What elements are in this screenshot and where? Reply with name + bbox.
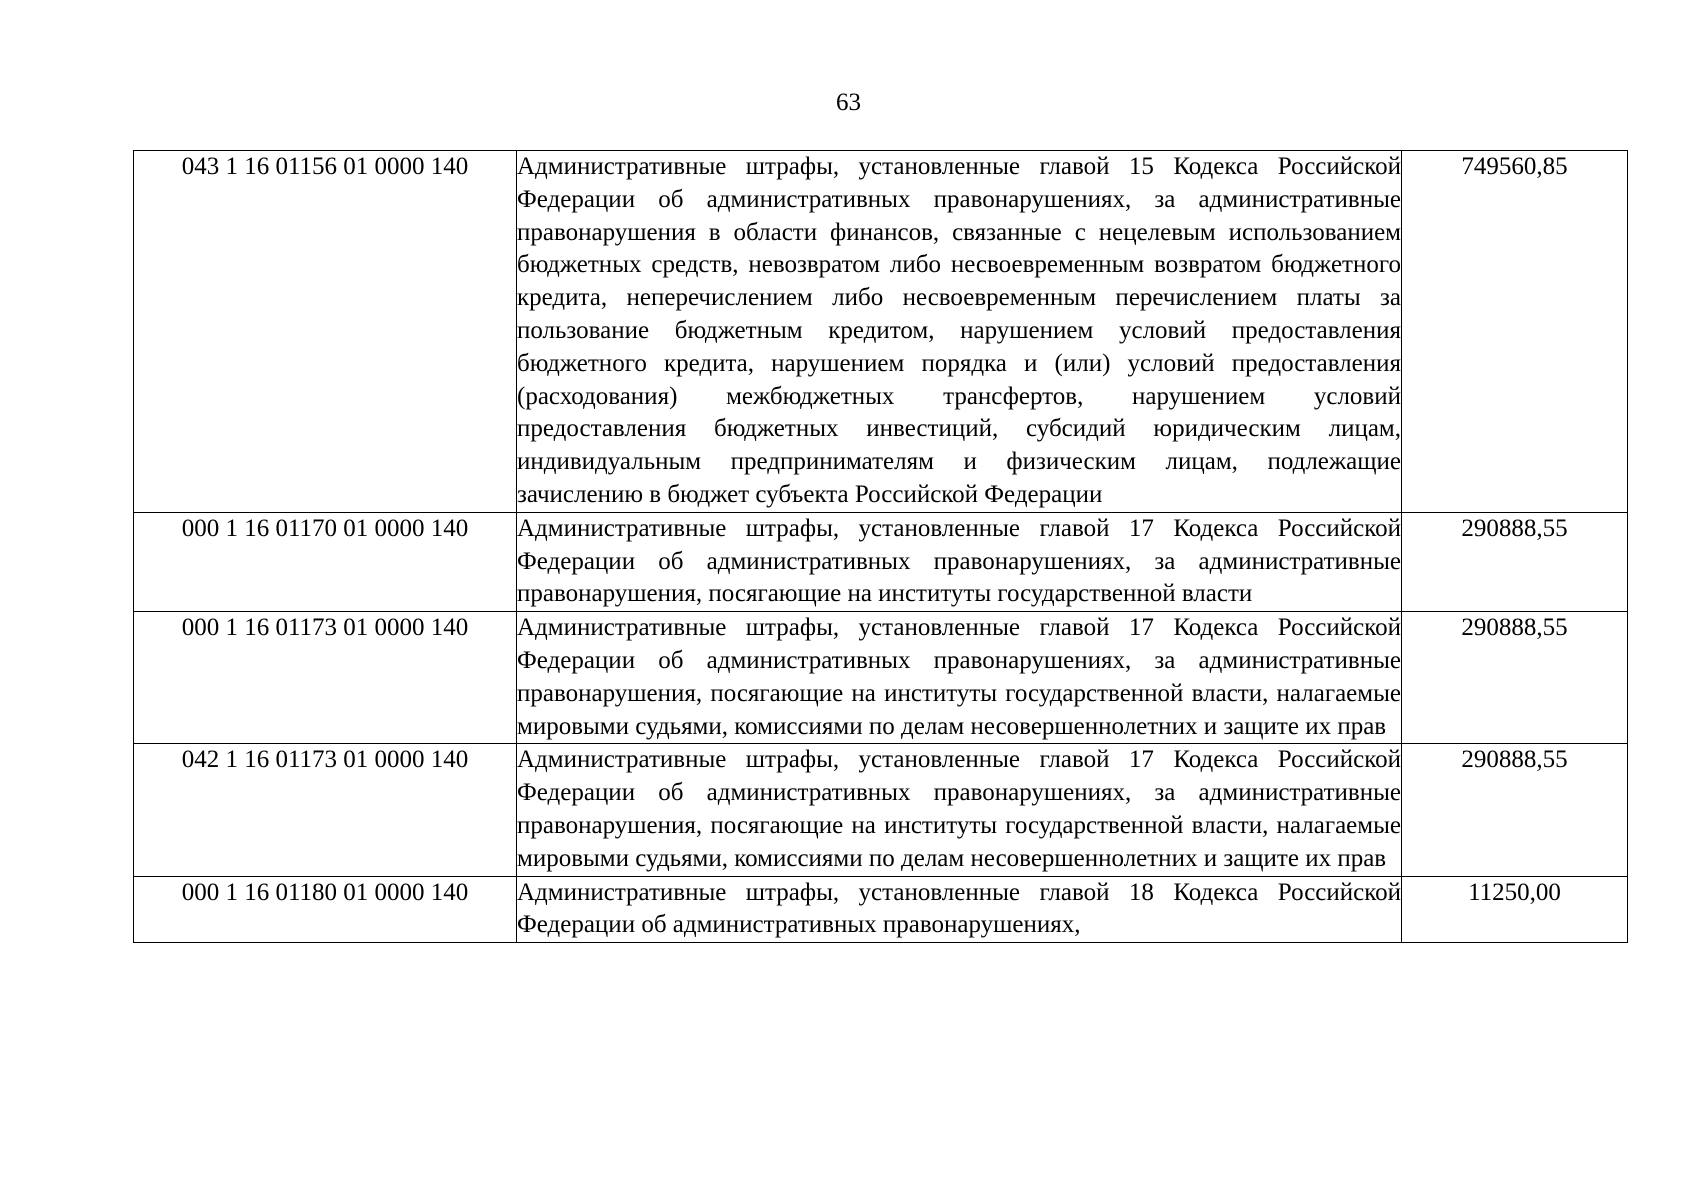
description-cell: Административные штрафы, установленные главой 17 Кодекса Российской Федерации об административных правонарушениях, за административные правонарушения, посягающие на институты государственной власти, налагаемые мировыми судьями, комиссиями по делам несовершеннолетних и защите их прав (517, 744, 1402, 876)
description-cell: Административные штрафы, установленные главой 18 Кодекса Российской Федерации об административных правонарушениях, (517, 876, 1402, 943)
budget-code-cell: 000 1 16 01180 01 0000 140 (134, 876, 517, 943)
budget-code-cell: 000 1 16 01170 01 0000 140 (134, 512, 517, 611)
description-cell: Административные штрафы, установленные главой 17 Кодекса Российской Федерации об административных правонарушениях, за административные правонарушения, посягающие на институты государственной власти (517, 512, 1402, 611)
description-cell: Административные штрафы, установленные главой 15 Кодекса Российской Федерации об административных правонарушениях, за административные правонарушения в области финансов, связанные с нецелевым использованием бюджетных средств, невозвратом либо несвоевременным возвратом бюджетного кредита, неперечислением либо несвоевременным перечислением платы за пользование бюджетным кредитом, нарушением условий предоставления бюджетного кредита, нарушением порядка и (или) условий предоставления (расходования) межбюджетных трансфертов, нарушением условий предоставления бюджетных инвестиций, субсидий юридическим лицам, индивидуальным предпринимателям и физическим лицам, подлежащие зачислению в бюджет субъекта Российской Федерации (517, 151, 1402, 513)
table-row (134, 876, 1628, 943)
amount-cell: 290888,55 (1402, 612, 1628, 744)
amount-cell: 749560,85 (1402, 151, 1628, 513)
amount-cell: 290888,55 (1402, 512, 1628, 611)
description-cell: Административные штрафы, установленные главой 17 Кодекса Российской Федерации об административных правонарушениях, за административные правонарушения, посягающие на институты государственной власти, налагаемые мировыми судьями, комиссиями по делам несовершеннолетних и защите их прав (517, 612, 1402, 744)
table-row (134, 151, 1628, 513)
page-number: 63 (836, 89, 861, 116)
amount-cell: 290888,55 (1402, 744, 1628, 876)
table-row (134, 512, 1628, 611)
budget-code-cell: 000 1 16 01173 01 0000 140 (134, 612, 517, 744)
table-row (134, 744, 1628, 876)
amount-cell: 11250,00 (1402, 876, 1628, 943)
budget-code-cell: 043 1 16 01156 01 0000 140 (134, 151, 517, 513)
budget-revenue-table (133, 150, 1628, 943)
budget-code-cell: 042 1 16 01173 01 0000 140 (134, 744, 517, 876)
table-row (134, 612, 1628, 744)
